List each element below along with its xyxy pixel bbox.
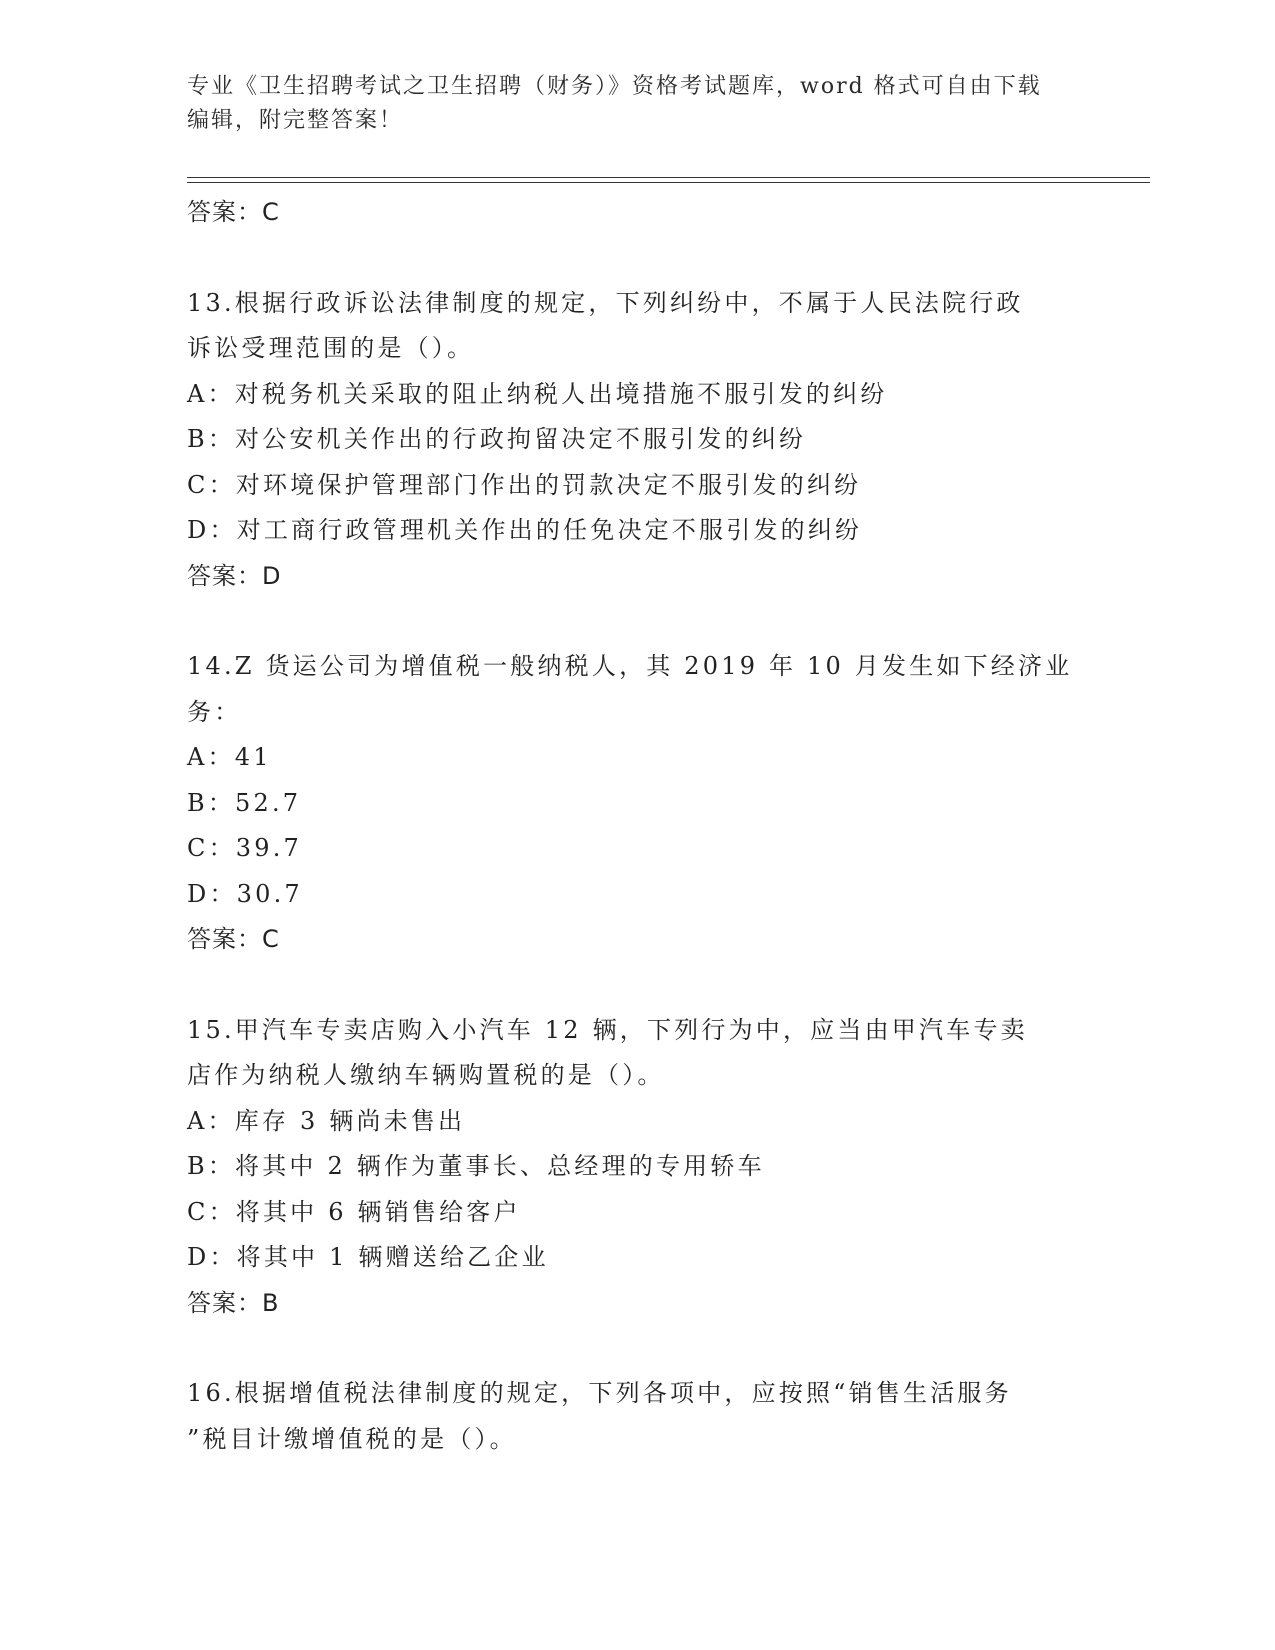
option-a: A：41 xyxy=(187,743,272,771)
question-stem: 13.根据行政诉讼法律制度的规定，下列纠纷中，不属于人民法院行政 xyxy=(187,288,1024,317)
option-c: C：将其中 6 辆销售给客户 xyxy=(187,1197,521,1226)
header-divider-top xyxy=(187,177,1150,178)
header-line-1: 专业《卫生招聘考试之卫生招聘（财务）》资格考试题库，word 格式可自由下载 xyxy=(187,74,1042,99)
option-d: D：对工商行政管理机关作出的任免决定不服引发的纠纷 xyxy=(187,516,863,544)
question-stem: 店作为纳税人缴纳车辆购置税的是（）。 xyxy=(187,1061,665,1089)
question-stem: 务： xyxy=(187,697,242,726)
spacer xyxy=(187,1326,1087,1371)
question-15 xyxy=(187,1008,1087,1327)
question-stem: ”税目计缴增值税的是（）。 xyxy=(187,1424,517,1453)
spacer xyxy=(187,963,1087,1008)
option-b: B：将其中 2 辆作为董事长、总经理的专用轿车 xyxy=(187,1152,765,1180)
answer-q14: 答案：C xyxy=(187,925,280,953)
document-header xyxy=(187,70,1067,138)
option-c: C：对环境保护管理部门作出的罚款决定不服引发的纠纷 xyxy=(187,470,862,499)
header-line-2: 编辑，附完整答案！ xyxy=(187,108,404,133)
answer-q12: 答案：C xyxy=(187,198,280,226)
option-d: D：30.7 xyxy=(187,879,303,908)
question-16 xyxy=(187,1371,1087,1462)
option-d: D：将其中 1 辆赠送给乙企业 xyxy=(187,1243,549,1271)
answer-q13: 答案：D xyxy=(187,561,282,590)
option-c: C：39.7 xyxy=(187,834,303,862)
spacer xyxy=(187,236,1087,281)
question-stem: 15.甲汽车专卖店购入小汽车 12 辆，下列行为中，应当由甲汽车专卖 xyxy=(187,1015,1028,1044)
option-b: B：52.7 xyxy=(187,788,302,817)
question-14 xyxy=(187,644,1087,963)
question-13 xyxy=(187,281,1087,600)
question-list xyxy=(187,190,1087,1462)
option-a: A：库存 3 辆尚未售出 xyxy=(187,1106,466,1135)
option-b: B：对公安机关作出的行政拘留决定不服引发的纠纷 xyxy=(187,425,807,453)
question-stem: 诉讼受理范围的是（）。 xyxy=(187,334,475,362)
answer-q15: 答案：B xyxy=(187,1288,280,1317)
spacer xyxy=(187,599,1087,644)
header-divider-bottom xyxy=(187,182,1150,183)
question-stem: 14.Z 货运公司为增值税一般纳税人，其 2019 年 10 月发生如下经济业 xyxy=(187,652,1073,680)
option-a: A：对税务机关采取的阻止纳税人出境措施不服引发的纠纷 xyxy=(187,379,888,408)
question-stem: 16.根据增值税法律制度的规定，下列各项中，应按照“销售生活服务 xyxy=(187,1379,1012,1407)
